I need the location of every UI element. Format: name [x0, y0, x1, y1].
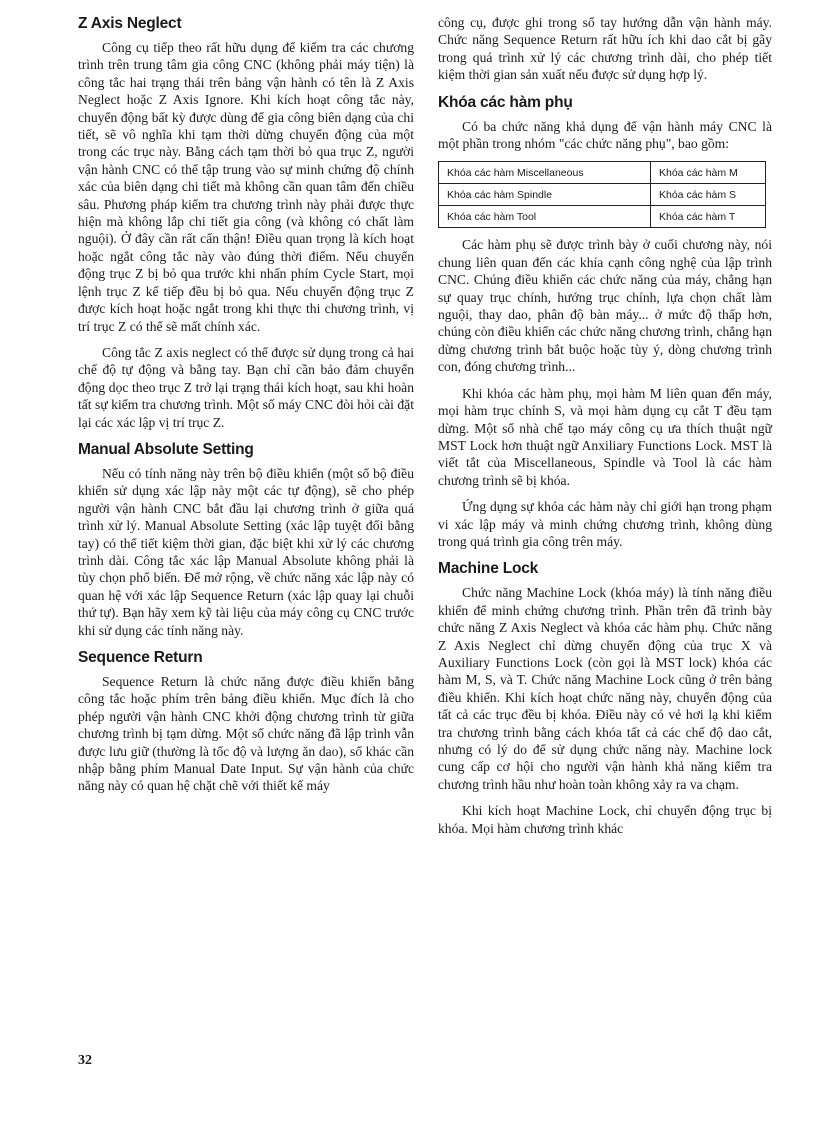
table-cell: Khóa các hàm Spindle — [439, 184, 651, 206]
paragraph: Ứng dụng sự khóa các hàm này chỉ giới hạn trong phạm vi xác lập máy và minh chứng chương trình, không dùng trong quá trình gia công trên máy. — [438, 499, 772, 549]
paragraph: Công tắc Z axis neglect có thể được sử dụng trong cả hai chế độ tự động và bằng tay. Bạn chỉ cần bảo đảm chuyển động dọc theo trục Z trở lại trạng thái kích hoạt, sau khi hoàn tất sự kiểm tra chương trình. Một số máy CNC đòi hỏi cài đặt lại các xác lập vị trí trục Z. — [78, 344, 414, 430]
paragraph: Công cụ tiếp theo rất hữu dụng để kiểm tra các chương trình trên trung tâm gia công CNC (không phải máy tiện) là công tắc hai trạng thái trên bảng vận hành có tên là Z Axis Neglect hoặc Z Axis Ignore. Khi kích hoạt công tắc này, chuyển động bất kỳ được dùng để gia công biên dạng của chi tiết, sẽ vô nghĩa khi tạm thời dừng chuyển động của một trong các trục này. Bằng cách tạm thời bỏ qua trục Z, người vận hành CNC có thể tập trung vào sự minh chứng độ chính xác của biên dạng chi tiết mà không cần quan tâm đến chiều sâu. Phương pháp kiểm tra chương trình này phải được thực hiện mà không lắp chi tiết gia công (và không có chất làm nguội). Ở đây cần rất cẩn thận! Điều quan trọng là kích hoạt hoặc ngắt công tắc này vào đúng thời điểm. Nếu chuyển động trục Z bị bỏ qua trước khi nhấn phím Cycle Start, mọi lệnh trục Z kế tiếp đều bị bỏ qua. Nếu chuyển động trục Z được kích hoạt hoặc ngắt trong khi thực thi chương trình, vị trí trục Z có thể sẽ mất chính xác. — [78, 40, 414, 334]
table-cell: Khóa các hàm S — [651, 184, 766, 206]
paragraph: Có ba chức năng khả dụng để vận hành máy CNC là một phần trong nhóm "các chức năng phụ", bao gồm: — [438, 118, 772, 152]
functions-lock-table — [438, 161, 766, 228]
heading-manual-absolute-setting: Manual Absolute Setting — [78, 440, 254, 458]
paragraph: Các hàm phụ sẽ được trình bày ở cuối chương này, nói chung liên quan đến các khía cạnh công nghệ của lập trình CNC. Chúng điều khiển các chức năng của máy, chẳng hạn sự quay trục chính, hướng trục chính, lựa chọn chất làm nguội, thay dao, phân độ bàn máy... ở mức độ thấp hơn, chúng còn điều khiển các chức năng chương trình, chẳng hạn dừng chương trình bắt buộc hoặc tùy ý, dòng chương trình con, đóng chương trình... — [438, 237, 772, 375]
heading-z-axis-neglect: Z Axis Neglect — [78, 15, 182, 32]
heading-machine-lock: Machine Lock — [438, 560, 539, 578]
table-cell: Khóa các hàm T — [651, 206, 766, 228]
table-cell: Khóa các hàm Miscellaneous — [439, 162, 651, 184]
paragraph: Sequence Return là chức năng được điều khiển bằng công tắc hoặc phím trên bảng điều khiển. Mục đích là cho phép người vận hành CNC khởi động chương trình từ giữa chương trình bị tạm dừng. Một số chức năng đã lập trình vẫn được lưu giữ (thường là tốc độ và lượng ăn dao), số khác cần nhập bằng phím Manual Date Input. Sự vận hành của chức năng này có quan hệ chặt chẽ với thiết kế máy — [78, 674, 414, 794]
paragraph: Khi kích hoạt Machine Lock, chỉ chuyển động trục bị khóa. Mọi hàm chương trình khác — [438, 803, 772, 836]
paragraph-continued: công cụ, được ghi trong sổ tay hướng dẫn vận hành máy. Chức năng Sequence Return rất hữu ích khi dao cắt bị gãy trong quá trình xử lý các chương trình dài, cho phép tiết kiệm thời gian sản xuất nếu được sử dụng hợp lý. — [438, 15, 772, 83]
paragraph: Nếu có tính năng này trên bộ điều khiển (một số bộ điều khiển sử dụng xác lập này một các tự động), sẽ cho phép người vận hành CNC bắt đầu lại chương trình ở giữa quá trình xử lý. Manual Absolute Setting (xác lập tuyệt đối bằng tay) có thể tiết kiệm thời gian, đặc biệt khi xử lý các chương trình dài. Công tắc xác lập Manual Absolute không phải là tùy chọn phổ biến. Để mở rộng, về chức năng xác lập này có quan hệ với xác lập Sequence Return (xác lập quay lại chuỗi thứ tự). Bạn hãy xem kỹ tài liệu của máy công cụ CNC trước khi sử dụng các tính năng này. — [78, 465, 414, 638]
table-cell: Khóa các hàm Tool — [439, 206, 651, 228]
page-number: 32 — [78, 1053, 92, 1068]
right-column — [438, 14, 772, 846]
heading-khoa-cac-ham-phu: Khóa các hàm phụ — [438, 93, 573, 111]
table-row — [439, 206, 766, 228]
paragraph: Chức năng Machine Lock (khóa máy) là tính năng điều khiển để minh chứng chương trình. Phần trên đã trình bày chức năng Z Axis Neglect và khóa các hàm phụ. Chức năng Z Axis Neglect chỉ dừng chuyển động của trục X và Auxiliary Functions Lock (còn gọi là MST lock) khóa các hàm M, S, và T. Chức năng Machine Lock cũng ở trên bảng điều khiển. Khi kích hoạt chức năng này, chuyển động của tất cả các trục đều bị khóa. Điều này có vẻ hơi lạ khi kiểm tra chương trình bằng cách khóa tất cả các chế độ dao cắt, nhưng có lý do để sử dụng chức năng này. Machine lock cung cấp cơ hội cho người vận hành khả năng kiểm tra chương trình hầu như hoàn toàn không xảy ra va chạm. — [438, 585, 772, 792]
left-column — [78, 14, 414, 804]
table-cell: Khóa các hàm M — [651, 162, 766, 184]
table-row — [439, 184, 766, 206]
table-row — [439, 162, 766, 184]
heading-sequence-return: Sequence Return — [78, 649, 203, 666]
paragraph: Khi khóa các hàm phụ, mọi hàm M liên quan đến máy, mọi hàm trục chính S, và mọi hàm dụng cụ cắt T đều tạm dừng. Một số nhà chế tạo máy công cụ ưa thích thuật ngữ MST Lock hơn thuật ngữ Anxiliary Functions Lock. MST là viết tắt của Miscellaneous, Spindle và Tool là các hàm chương trình sẽ bị khóa. — [438, 385, 772, 488]
